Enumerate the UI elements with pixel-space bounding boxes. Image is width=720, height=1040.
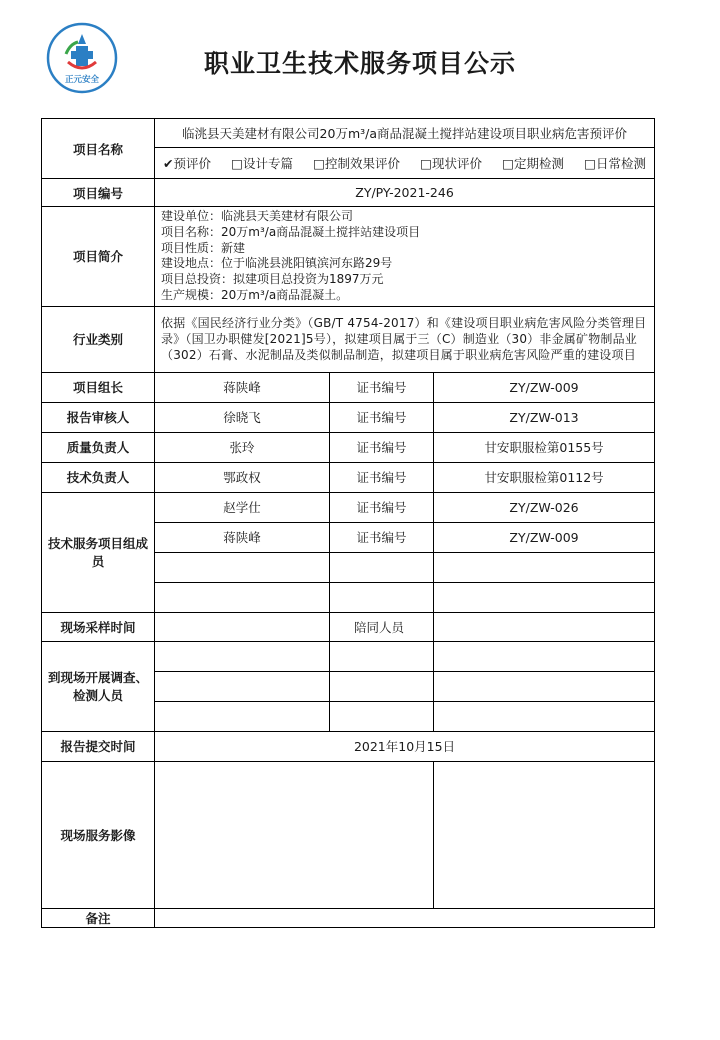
type-option-pre-evaluation: ✔预评价 [163,156,211,171]
notes-label: 备注 [42,908,155,927]
empty-cell [434,641,655,671]
cert-label: 证书编号 [330,372,434,402]
staff-role: 项目组长 [42,372,155,402]
type-option-daily: □日常检测 [584,156,646,171]
intro-line: 项目性质：新建 [161,240,246,255]
project-intro-label: 项目简介 [42,207,155,307]
type-option-periodic: □定期检测 [502,156,564,171]
project-type-options [155,148,655,179]
empty-cell [434,671,655,701]
empty-cell [330,701,434,731]
survey-personnel-label: 到现场开展调查、检测人员 [42,641,155,731]
cert-label: 证书编号 [330,462,434,492]
empty-cell [434,701,655,731]
intro-line: 建设单位：临洮县天美建材有限公司 [161,209,354,223]
project-name-value: 临洮县天美建材有限公司20万m³/a商品混凝土搅拌站建设项目职业病危害预评价 [155,119,655,148]
empty-cell [155,671,330,701]
cert-label: 证书编号 [330,402,434,432]
project-name-label: 项目名称 [42,119,155,179]
accompany-value [434,612,655,641]
project-number-value: ZY/PY-2021-246 [155,179,655,207]
empty-cell [330,552,434,582]
staff-cert: ZY/ZW-009 [434,372,655,402]
type-option-status: □现状评价 [420,156,482,171]
notes-value [155,908,655,927]
disclosure-table [41,118,655,928]
type-option-design: □设计专篇 [231,156,293,171]
logo-text: 正元安全 [64,75,100,85]
intro-line: 项目名称：20万m³/a商品混凝土搅拌站建设项目 [161,224,421,239]
empty-cell [155,701,330,731]
staff-cert: 甘安职服检第0155号 [434,432,655,462]
industry-category-text: 依据《国民经济行业分类》（GB/T 4754-2017）和《建设项目职业病危害风险分类管理目录》（国卫办职健发[2021]5号），拟建项目属于三（C）制造业（30）非金属矿物制品业（302）石膏、水泥制品及类似制品制造，拟建项目属于职业病危害风险严重的建设项目 [155,306,655,372]
empty-cell [434,582,655,612]
submit-time-value: 2021年10月15日 [155,731,655,761]
accompany-label: 陪同人员 [330,612,434,641]
site-image-slot [434,761,655,908]
intro-line: 建设地点：位于临洮县洮阳镇滨河东路29号 [161,256,393,271]
staff-cert: ZY/ZW-013 [434,402,655,432]
staff-name: 张玲 [155,432,330,462]
staff-role: 质量负责人 [42,432,155,462]
cert-label: 证书编号 [330,492,434,522]
project-number-label: 项目编号 [42,179,155,207]
member-cert: ZY/ZW-009 [434,522,655,552]
member-name: 赵学仕 [155,492,330,522]
empty-cell [330,641,434,671]
staff-name: 鄂政权 [155,462,330,492]
intro-line: 生产规模：20万m³/a商品混凝土。 [161,287,349,302]
intro-line: 项目总投资：拟建项目总投资为1897万元 [161,272,384,287]
page-title: 职业卫生技术服务项目公示 [203,49,516,78]
staff-name: 徐晓飞 [155,402,330,432]
member-name: 蒋陕峰 [155,522,330,552]
site-images-label: 现场服务影像 [42,761,155,908]
cert-label: 证书编号 [330,522,434,552]
empty-cell [434,552,655,582]
submit-time-label: 报告提交时间 [42,731,155,761]
staff-name: 蒋陕峰 [155,372,330,402]
empty-cell [155,582,330,612]
empty-cell [155,552,330,582]
cert-label: 证书编号 [330,432,434,462]
team-members-label: 技术服务项目组成员 [42,492,155,612]
empty-cell [330,582,434,612]
empty-cell [330,671,434,701]
member-cert: ZY/ZW-026 [434,492,655,522]
sampling-time-label: 现场采样时间 [42,612,155,641]
sampling-time-value [155,612,330,641]
industry-category-label: 行业类别 [42,306,155,372]
staff-role: 技术负责人 [42,462,155,492]
staff-cert: 甘安职服检第0112号 [434,462,655,492]
staff-role: 报告审核人 [42,402,155,432]
empty-cell [155,641,330,671]
type-option-control-effect: □控制效果评价 [313,156,400,171]
project-intro [155,207,655,307]
site-image-slot [155,761,434,908]
